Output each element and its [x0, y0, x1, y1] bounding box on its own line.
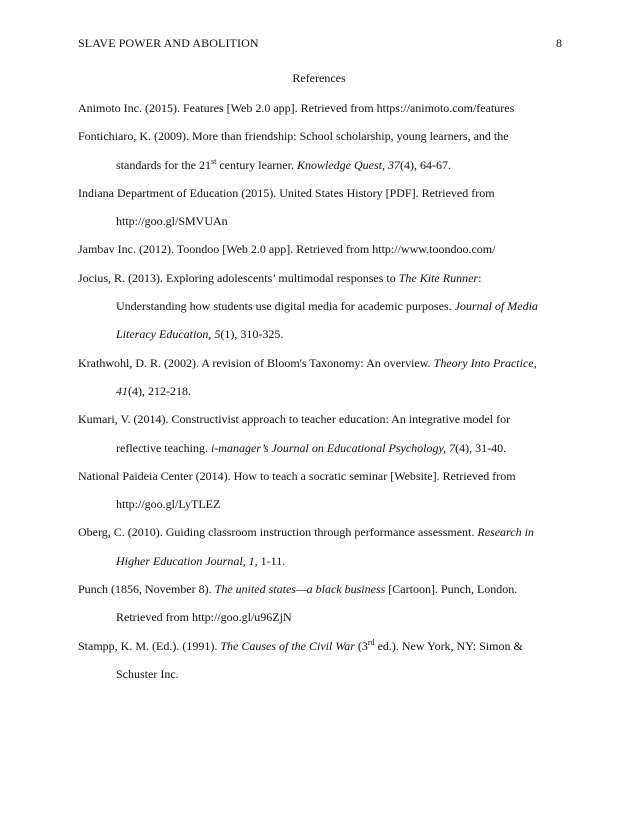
section-title: References	[292, 71, 346, 85]
reference-text: (1), 310-325.	[220, 327, 284, 342]
reference-text: Jambav Inc. (2012). Toondoo [Web 2.0 app]. Retrieved from http://www.toondoo.com/	[78, 242, 496, 257]
reference-line	[78, 271, 568, 299]
reference-line	[78, 610, 568, 638]
reference-line	[78, 129, 568, 157]
reference-text: The united states—a black business	[214, 582, 386, 597]
reference-entry	[78, 186, 568, 243]
reference-line	[78, 214, 568, 242]
reference-line	[78, 356, 568, 384]
reference-entry	[78, 525, 568, 582]
reference-line	[78, 412, 568, 440]
reference-text: Journal of Media	[454, 299, 538, 314]
reference-text: (4), 31-40.	[455, 440, 507, 455]
reference-text: [Cartoon]. Punch, London.	[385, 582, 518, 597]
reference-entry	[78, 639, 568, 696]
reference-text: :	[478, 270, 482, 285]
reference-line	[78, 101, 568, 129]
reference-text: (4), 212-218.	[128, 383, 191, 398]
reference-text: Research in	[477, 525, 534, 540]
reference-line	[78, 554, 568, 582]
reference-list	[78, 101, 568, 695]
reference-text: Indiana Department of Education (2015). United States History [PDF]. Retrieved from	[78, 185, 495, 200]
reference-entry	[78, 271, 568, 356]
page-number: 8	[556, 36, 562, 50]
reference-text: (3	[354, 638, 368, 653]
reference-text: (4), 64-67.	[399, 157, 451, 172]
reference-text: Punch (1856, November 8).	[78, 582, 215, 597]
reference-entry	[78, 242, 568, 270]
reference-text: http://goo.gl/LyTLEZ	[116, 497, 221, 512]
reference-text: The Causes of the Civil War	[220, 638, 355, 653]
reference-line	[78, 667, 568, 695]
reference-text: ed.). New York, NY: Simon &	[374, 638, 523, 653]
reference-text: National Paideia Center (2014). How to teach a socratic seminar [Website]. Retrieved from	[78, 468, 516, 483]
reference-text: century learner.	[216, 157, 297, 172]
reference-line	[78, 497, 568, 525]
reference-text: standards for the 21	[116, 157, 211, 172]
reference-text: Kumari, V. (2014). Constructivist approach to teacher education: An integrative model for	[78, 412, 511, 427]
reference-text: Animoto Inc. (2015). Features [Web 2.0 app]. Retrieved from https://animoto.com/features	[78, 101, 515, 115]
reference-text: Retrieved from http://goo.gl/u96ZjN	[116, 610, 292, 625]
reference-text: Stampp, K. M. (Ed.). (1991).	[78, 638, 221, 653]
reference-line	[78, 158, 568, 186]
reference-line	[78, 384, 568, 412]
reference-text: Literacy Education, 5	[116, 327, 221, 342]
reference-text: 41	[116, 383, 128, 398]
reference-entry	[78, 101, 568, 129]
reference-entry	[78, 412, 568, 469]
reference-text: http://goo.gl/SMVUAn	[116, 214, 228, 229]
reference-text: Knowledge Quest, 37	[296, 157, 400, 172]
reference-entry	[78, 582, 568, 639]
reference-text: Fontichiaro, K. (2009). More than friendship: School scholarship, young learners, and the	[78, 129, 509, 144]
reference-text: The Kite Runner	[398, 270, 479, 285]
reference-line	[78, 441, 568, 469]
reference-text: Schuster Inc.	[116, 666, 179, 681]
reference-text: Understanding how students use digital media for academic purposes.	[116, 299, 455, 314]
reference-text: Theory Into Practice,	[433, 355, 537, 370]
reference-entry	[78, 129, 568, 186]
reference-text: Higher Education Journal, 1,	[116, 553, 258, 568]
reference-line	[78, 582, 568, 610]
reference-entry	[78, 356, 568, 413]
reference-entry	[78, 469, 568, 526]
reference-line	[78, 469, 568, 497]
reference-line	[78, 327, 568, 355]
reference-text: reflective teaching.	[116, 440, 211, 455]
reference-text: st	[210, 156, 217, 166]
running-head: SLAVE POWER AND ABOLITION	[78, 36, 259, 50]
reference-text: Krathwohl, D. R. (2002). A revision of Bloom's Taxonomy: An overview.	[78, 355, 434, 370]
reference-text: Jocius, R. (2013). Exploring adolescents’ multimodal responses to	[78, 270, 399, 285]
reference-text: rd	[367, 637, 375, 647]
reference-line	[78, 186, 568, 214]
reference-line	[78, 242, 568, 270]
reference-line	[78, 299, 568, 327]
reference-text: i-manager’s Journal on Educational Psychology, 7	[210, 440, 456, 455]
reference-text: Oberg, C. (2010). Guiding classroom instruction through performance assessment.	[78, 525, 478, 540]
reference-text: 1-11.	[257, 553, 286, 568]
reference-line	[78, 525, 568, 553]
reference-line	[78, 639, 568, 667]
